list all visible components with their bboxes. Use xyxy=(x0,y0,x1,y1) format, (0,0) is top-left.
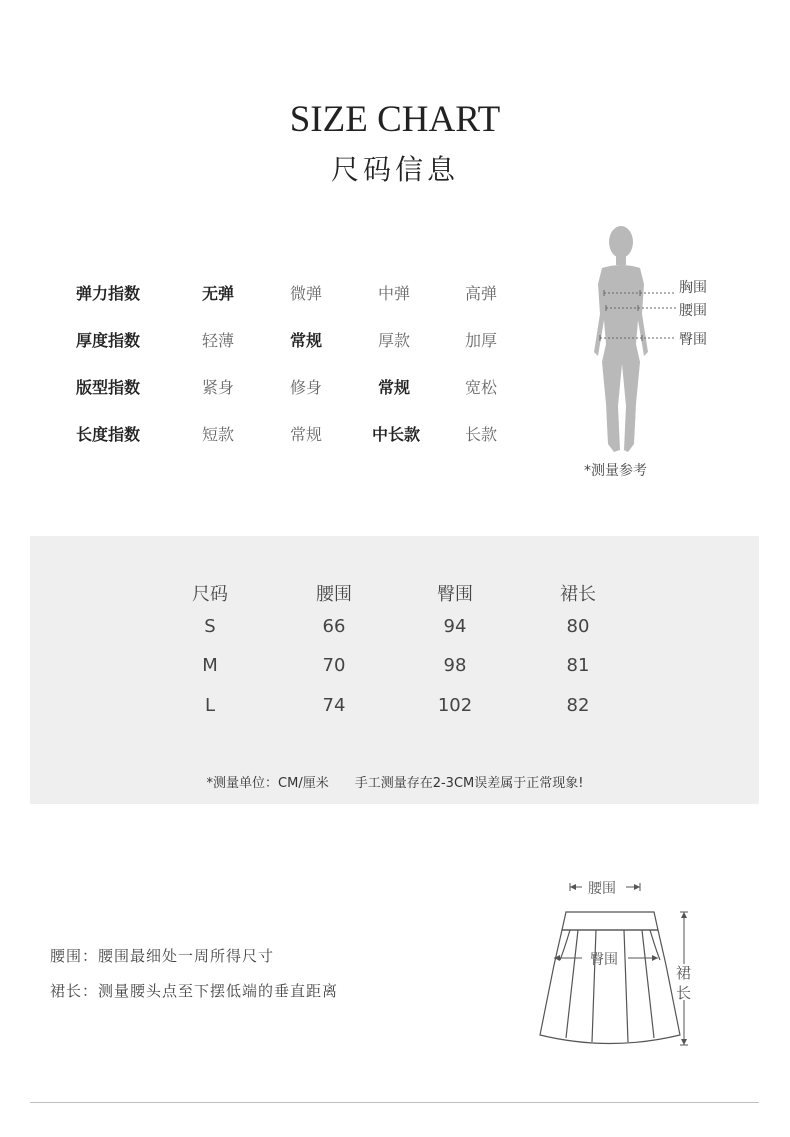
diagram-length-label-top: 裙 xyxy=(676,964,692,982)
index-option: 无弹 xyxy=(202,284,235,303)
length-definition: 裙长：测量腰头点至下摆低端的垂直距离 xyxy=(50,982,339,1000)
waist-label: 腰围 xyxy=(679,303,707,319)
index-label: 厚度指数 xyxy=(76,331,141,350)
table-cell: S xyxy=(204,616,216,637)
measurement-reference-note: *测量参考 xyxy=(584,463,647,479)
index-option: 宽松 xyxy=(465,378,498,397)
length-index-row xyxy=(0,422,560,452)
size-chart-subtitle: 尺码信息 xyxy=(330,153,459,186)
table-cell: 98 xyxy=(443,655,467,676)
index-option: 短款 xyxy=(202,425,235,444)
index-option: 中弹 xyxy=(378,284,411,303)
index-option: 加厚 xyxy=(465,331,498,350)
index-label: 弹力指数 xyxy=(76,284,141,303)
diagram-hip-label: 臀围 xyxy=(590,952,618,968)
waist-definition: 腰围：腰围最细处一周所得尺寸 xyxy=(50,947,275,965)
elasticity-index-row xyxy=(0,281,560,311)
size-chart-title: SIZE CHART xyxy=(289,99,501,140)
index-label: 版型指数 xyxy=(76,378,141,397)
index-option: 厚款 xyxy=(378,331,411,350)
index-option: 常规 xyxy=(290,331,323,350)
table-cell: L xyxy=(204,695,216,716)
table-cell: 74 xyxy=(322,695,346,716)
chest-label: 胸围 xyxy=(679,280,707,296)
table-cell: 94 xyxy=(443,616,467,637)
hip-label: 臀围 xyxy=(679,332,707,348)
table-header: 腰围 xyxy=(316,584,352,605)
index-option: 常规 xyxy=(378,378,411,397)
index-option: 微弹 xyxy=(290,284,323,303)
table-cell: 102 xyxy=(437,695,473,716)
index-option: 轻薄 xyxy=(202,331,235,350)
table-header: 尺码 xyxy=(192,584,228,605)
index-option: 高弹 xyxy=(465,284,498,303)
table-cell: 82 xyxy=(566,695,590,716)
index-option: 紧身 xyxy=(202,378,235,397)
thickness-index-row xyxy=(0,328,560,358)
size-table-panel xyxy=(30,536,759,804)
skirt-diagram xyxy=(530,870,710,1060)
index-option: 常规 xyxy=(290,425,323,444)
fit-index-row xyxy=(0,375,560,405)
diagram-length-label-bottom: 长 xyxy=(676,984,692,1002)
table-cell: 80 xyxy=(566,616,590,637)
body-measurement-figure xyxy=(580,224,720,460)
index-option: 中长款 xyxy=(372,425,421,444)
table-cell: 81 xyxy=(566,655,590,676)
table-cell: 70 xyxy=(322,655,346,676)
table-cell: 66 xyxy=(322,616,346,637)
measurement-unit-note: *测量单位：CM/厘米 手工测量存在2-3CM误差属于正常现象! xyxy=(206,776,584,791)
table-header: 臀围 xyxy=(437,584,473,605)
index-label: 长度指数 xyxy=(76,425,141,444)
table-cell: M xyxy=(202,655,218,676)
index-option: 长款 xyxy=(465,425,498,444)
bottom-divider xyxy=(30,1102,759,1103)
table-header: 裙长 xyxy=(560,584,596,605)
index-option: 修身 xyxy=(290,378,323,397)
diagram-waist-label: 腰围 xyxy=(588,881,616,897)
